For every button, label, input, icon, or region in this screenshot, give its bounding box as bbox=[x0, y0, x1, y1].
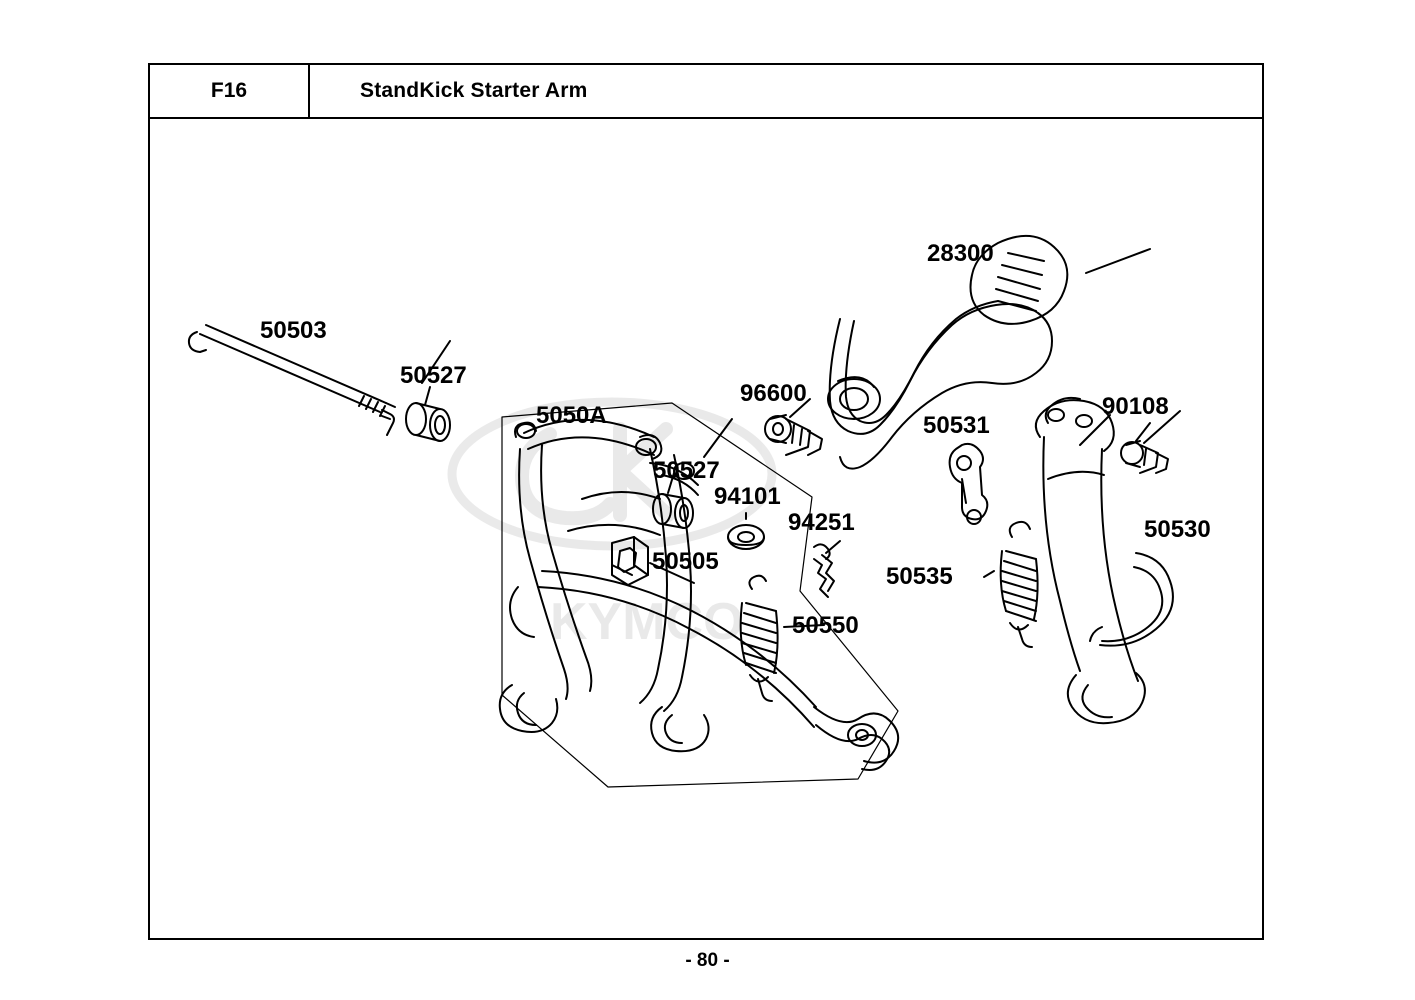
leader-94251 bbox=[826, 541, 840, 553]
leader-50535 bbox=[984, 571, 994, 577]
diagram-frame bbox=[148, 117, 1264, 940]
part-50550-spring bbox=[741, 576, 778, 701]
callout-50530: 50530 bbox=[1144, 516, 1211, 543]
callout-50531: 50531 bbox=[923, 412, 990, 439]
callout-50527-left: 50527 bbox=[400, 362, 467, 389]
part-94101-washer bbox=[728, 525, 764, 549]
kymco-watermark bbox=[452, 402, 772, 651]
callout-5050A: 5050A bbox=[536, 402, 607, 429]
part-50531-plate bbox=[950, 444, 988, 524]
exploded-parts-drawing bbox=[150, 119, 1262, 938]
header-bar bbox=[148, 63, 1264, 119]
callout-50535: 50535 bbox=[886, 563, 953, 590]
callout-50503: 50503 bbox=[260, 317, 327, 344]
part-96600-bolt bbox=[765, 415, 822, 455]
section-title: StandKick Starter Arm bbox=[360, 79, 588, 102]
part-94251-cotter-pin bbox=[814, 544, 834, 597]
callout-28300: 28300 bbox=[927, 240, 994, 267]
callout-50550: 50550 bbox=[792, 612, 859, 639]
callout-94101: 94101 bbox=[714, 483, 781, 510]
leader-28300 bbox=[1086, 249, 1150, 273]
callout-50505: 50505 bbox=[652, 548, 719, 575]
callout-90108: 90108 bbox=[1102, 393, 1169, 420]
part-90108-bolt bbox=[1121, 441, 1168, 473]
callout-50527-right: 50527 bbox=[653, 457, 720, 484]
callout-96600: 96600 bbox=[740, 380, 807, 407]
svg-text:KYMCO: KYMCO bbox=[550, 593, 744, 651]
callout-94251: 94251 bbox=[788, 509, 855, 536]
part-50530-side-stand bbox=[1036, 398, 1173, 723]
part-50535-spring bbox=[1001, 522, 1038, 647]
section-code: F16 bbox=[150, 65, 310, 117]
page-number: - 80 - bbox=[685, 950, 730, 971]
part-50527-collar-left bbox=[406, 403, 450, 441]
